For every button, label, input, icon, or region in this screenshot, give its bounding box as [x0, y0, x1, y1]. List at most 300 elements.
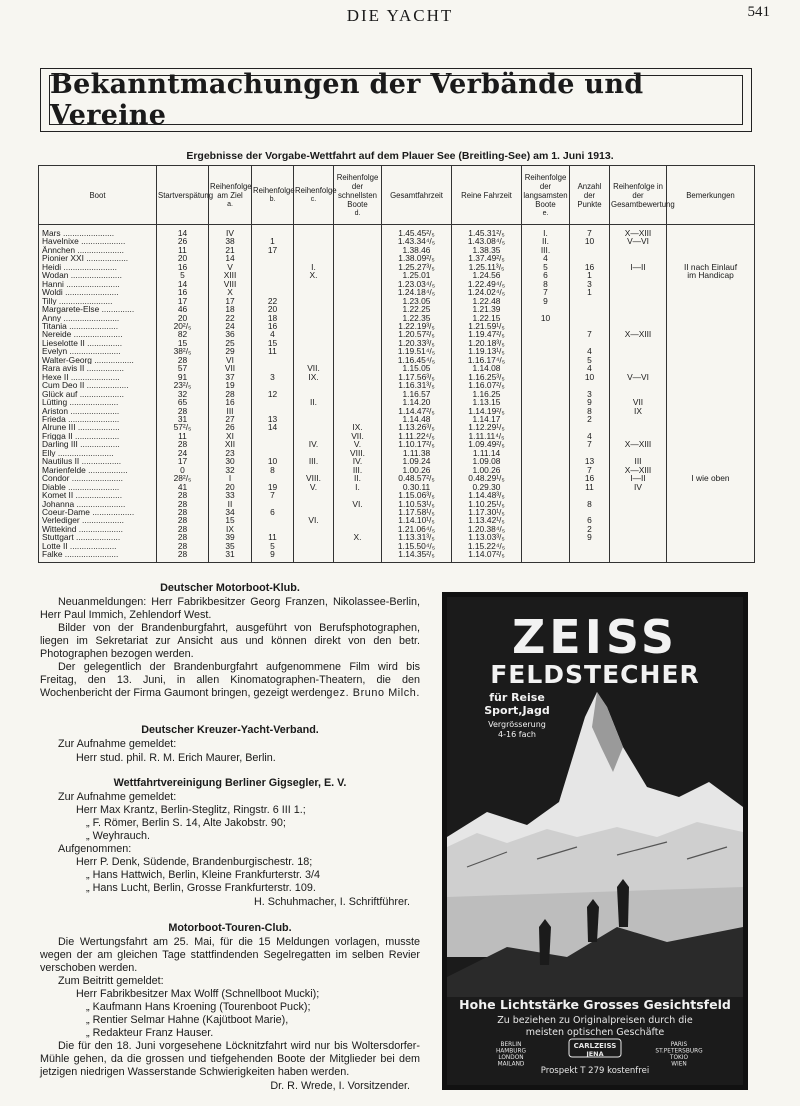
- table-row: [39, 373, 755, 381]
- table-cell: [667, 466, 755, 474]
- gigsegler-l8: „ Hans Lucht, Berlin, Grosse Frankfurterstr. 109.: [86, 882, 316, 894]
- table-cell: 6: [570, 516, 610, 524]
- boat-name-cell: Johanna .....................: [39, 500, 157, 508]
- table-cell: 8: [252, 466, 294, 474]
- table-cell: [570, 322, 610, 330]
- table-row: [39, 254, 755, 262]
- table-cell: [667, 440, 755, 448]
- table-cell: [667, 423, 755, 431]
- table-cell: [522, 398, 570, 406]
- table-cell: 1.21.59¹/₅: [452, 322, 522, 330]
- table-cell: 1.11.14: [452, 449, 522, 457]
- boat-name-cell: Tilly .......................: [39, 297, 157, 305]
- table-cell: [610, 322, 667, 330]
- table-cell: 20: [157, 254, 209, 262]
- table-cell: [667, 542, 755, 550]
- table-cell: [667, 356, 755, 364]
- table-cell: [252, 225, 294, 238]
- table-cell: 4: [570, 347, 610, 355]
- gigsegler-l4: „ Weyhrauch.: [86, 830, 151, 842]
- table-cell: 1.22.25: [382, 305, 452, 313]
- table-cell: 22: [209, 314, 252, 322]
- table-cell: [610, 432, 667, 440]
- table-cell: 1.15.05: [382, 364, 452, 372]
- table-cell: 9: [570, 398, 610, 406]
- table-cell: 14: [252, 423, 294, 431]
- boat-name-cell: Frigga II ...................: [39, 432, 157, 440]
- table-cell: [522, 423, 570, 431]
- table-row: [39, 271, 755, 279]
- table-cell: [570, 297, 610, 305]
- table-cell: [610, 533, 667, 541]
- table-cell: [294, 330, 334, 338]
- boat-name-cell: Pionier XXI ..................: [39, 254, 157, 262]
- table-cell: [610, 491, 667, 499]
- table-cell: 15: [252, 339, 294, 347]
- table-cell: IX.: [334, 423, 382, 431]
- table-cell: XII: [209, 440, 252, 448]
- table-cell: 2: [570, 415, 610, 423]
- table-row: [39, 322, 755, 330]
- table-row: [39, 542, 755, 550]
- table-cell: [522, 415, 570, 423]
- boat-name-cell: Wodan ......................: [39, 271, 157, 279]
- column-label: Anzahl der Punkte: [577, 181, 602, 209]
- table-cell: [294, 542, 334, 550]
- table-cell: [334, 407, 382, 415]
- table-cell: 7: [570, 330, 610, 338]
- table-cell: [522, 373, 570, 381]
- page-number: 541: [747, 4, 770, 20]
- table-cell: 10: [570, 237, 610, 245]
- table-cell: [667, 280, 755, 288]
- table-cell: [334, 339, 382, 347]
- table-cell: [522, 491, 570, 499]
- table-cell: [610, 288, 667, 296]
- table-cell: 19: [252, 483, 294, 491]
- table-cell: [294, 347, 334, 355]
- table-row: [39, 550, 755, 562]
- table-cell: 5: [570, 356, 610, 364]
- table-cell: 16: [157, 263, 209, 271]
- table-cell: [294, 500, 334, 508]
- column-label: Reihenfolge am Ziel: [210, 181, 252, 200]
- table-cell: I.: [294, 263, 334, 271]
- table-cell: 16: [570, 263, 610, 271]
- table-cell: 32: [209, 466, 252, 474]
- table-cell: [294, 237, 334, 245]
- table-row: [39, 339, 755, 347]
- gigsegler-l7: „ Hans Hattwich, Berlin, Kleine Frankfurterstr. 3/4: [86, 869, 321, 881]
- touren-club-l2: Herr Fabrikbesitzer Max Wolff (Schnellboot Mucki);: [76, 988, 320, 1000]
- table-cell: [252, 525, 294, 533]
- table-cell: I—II: [610, 263, 667, 271]
- table-cell: [334, 491, 382, 499]
- table-cell: 1.14.47²/₅: [382, 407, 452, 415]
- advert-tagline: Hohe Lichtstärke Grosses Gesichtsfeld: [459, 997, 731, 1012]
- table-cell: [610, 508, 667, 516]
- table-cell: [522, 305, 570, 313]
- table-cell: 1.22.35: [382, 314, 452, 322]
- motorboot-klub-signature: gez. Bruno Milch.: [326, 687, 420, 699]
- table-cell: [610, 550, 667, 562]
- table-cell: IX.: [294, 373, 334, 381]
- table-cell: 29: [209, 347, 252, 355]
- table-cell: 57²/₅: [157, 423, 209, 431]
- table-cell: [667, 381, 755, 389]
- table-row: [39, 457, 755, 465]
- table-cell: 11: [570, 483, 610, 491]
- table-cell: X: [209, 288, 252, 296]
- table-cell: 6: [522, 271, 570, 279]
- table-cell: [667, 297, 755, 305]
- table-row: [39, 305, 755, 313]
- boat-name-cell: Wittekind ...................: [39, 525, 157, 533]
- boat-name-cell: Rara avis II ................: [39, 364, 157, 372]
- gigsegler-l2: Herr Max Krantz, Berlin-Steglitz, Ringstr. 6 III 1.;: [76, 804, 306, 816]
- table-cell: 11: [252, 533, 294, 541]
- table-cell: 1.10.25¹/₅: [452, 500, 522, 508]
- table-cell: V.: [334, 440, 382, 448]
- table-cell: 13: [570, 457, 610, 465]
- table-cell: 1.24.18⁴/₅: [382, 288, 452, 296]
- table-cell: [294, 322, 334, 330]
- table-cell: 15: [157, 339, 209, 347]
- table-cell: II.: [334, 474, 382, 482]
- table-cell: 1.12.29¹/₅: [452, 423, 522, 431]
- section-banner: [40, 68, 752, 132]
- table-cell: 28: [157, 440, 209, 448]
- table-cell: 1.43.34⁴/₅: [382, 237, 452, 245]
- table-row: [39, 440, 755, 448]
- table-row: [39, 474, 755, 482]
- table-cell: [522, 381, 570, 389]
- table-cell: II nach Einlauf: [667, 263, 755, 271]
- table-cell: 1.16.25: [452, 390, 522, 398]
- column-label: Reihenfolge der langsamsten Boote: [523, 172, 568, 209]
- table-cell: [667, 525, 755, 533]
- table-cell: [667, 390, 755, 398]
- table-cell: III.: [294, 457, 334, 465]
- table-row: [39, 432, 755, 440]
- table-cell: [570, 508, 610, 516]
- table-cell: [252, 280, 294, 288]
- boat-name-cell: Cum Deo II ..................: [39, 381, 157, 389]
- table-cell: [570, 542, 610, 550]
- table-cell: III.: [334, 466, 382, 474]
- table-cell: 38: [209, 237, 252, 245]
- table-cell: 1.15.50⁴/₅: [382, 542, 452, 550]
- table-cell: 1.14.10¹/₅: [382, 516, 452, 524]
- running-head: DIE YACHT: [346, 6, 454, 25]
- table-cell: [610, 364, 667, 372]
- table-cell: 34: [209, 508, 252, 516]
- table-cell: 1.09.24: [382, 457, 452, 465]
- table-cell: X—XIII: [610, 440, 667, 448]
- table-cell: [334, 288, 382, 296]
- table-cell: [610, 297, 667, 305]
- table-cell: [522, 533, 570, 541]
- table-cell: [252, 364, 294, 372]
- table-cell: 1: [252, 237, 294, 245]
- boat-name-cell: Alrune III ..................: [39, 423, 157, 431]
- boat-name-cell: Margarete-Else ..............: [39, 305, 157, 313]
- touren-club-l4: „ Rentier Selmar Hahne (Kajütboot Marie),: [86, 1014, 289, 1026]
- table-cell: [570, 305, 610, 313]
- table-cell: [667, 322, 755, 330]
- table-cell: [252, 449, 294, 457]
- table-cell: 24: [209, 322, 252, 330]
- table-row: [39, 297, 755, 305]
- table-cell: [334, 373, 382, 381]
- column-label: Reine Fahrzeit: [461, 190, 512, 200]
- table-cell: [667, 415, 755, 423]
- heading-gigsegler: Wettfahrtvereinigung Berliner Gigsegler, E. V.: [113, 777, 347, 789]
- table-cell: IX: [610, 407, 667, 415]
- column-header-8: [522, 166, 570, 225]
- column-label: Gesamtfahrzeit: [390, 190, 443, 200]
- table-cell: 1.37.49²/₅: [452, 254, 522, 262]
- table-cell: [667, 339, 755, 347]
- table-cell: [294, 288, 334, 296]
- table-cell: [252, 440, 294, 448]
- table-cell: [610, 280, 667, 288]
- boat-name-cell: Walter-Georg .................: [39, 356, 157, 364]
- table-cell: 0.29.30: [452, 483, 522, 491]
- table-cell: [570, 246, 610, 254]
- table-cell: 26: [157, 237, 209, 245]
- table-cell: [667, 246, 755, 254]
- table-cell: [334, 381, 382, 389]
- table-cell: [570, 254, 610, 262]
- table-cell: 57: [157, 364, 209, 372]
- table-cell: [334, 305, 382, 313]
- table-cell: [334, 330, 382, 338]
- table-cell: 8: [570, 407, 610, 415]
- table-cell: [334, 263, 382, 271]
- gigsegler-signature: H. Schuhmacher, I. Schriftführer.: [253, 896, 410, 908]
- table-cell: [610, 381, 667, 389]
- table-cell: [294, 297, 334, 305]
- table-cell: 17: [209, 297, 252, 305]
- table-cell: 1.14.07²/₅: [452, 550, 522, 562]
- table-row: [39, 423, 755, 431]
- table-cell: im Handicap: [667, 271, 755, 279]
- table-cell: [334, 237, 382, 245]
- table-cell: 1.23.03⁴/₅: [382, 280, 452, 288]
- table-cell: [294, 449, 334, 457]
- table-cell: 1.20.57²/₅: [382, 330, 452, 338]
- column-sub-label: e.: [542, 209, 549, 217]
- table-cell: [294, 339, 334, 347]
- table-cell: 1.22.48: [452, 297, 522, 305]
- table-cell: XI: [209, 432, 252, 440]
- table-row: [39, 508, 755, 516]
- table-cell: 3: [570, 280, 610, 288]
- table-cell: 1.13.42¹/₅: [452, 516, 522, 524]
- table-cell: [294, 491, 334, 499]
- table-cell: 1.22.15: [452, 314, 522, 322]
- table-cell: 1.38.09²/₅: [382, 254, 452, 262]
- table-cell: [252, 407, 294, 415]
- table-row: [39, 533, 755, 541]
- boat-name-cell: Lütting .....................: [39, 398, 157, 406]
- table-cell: [522, 347, 570, 355]
- banner-frame: [49, 69, 743, 131]
- table-cell: 35: [209, 542, 252, 550]
- table-cell: 1.21.39: [452, 305, 522, 313]
- table-cell: 12: [252, 390, 294, 398]
- table-cell: 28: [157, 508, 209, 516]
- table-cell: II.: [294, 398, 334, 406]
- climber-figure: [617, 879, 629, 927]
- table-cell: 28: [157, 356, 209, 364]
- boat-name-cell: Glück auf ...................: [39, 390, 157, 398]
- table-row: [39, 263, 755, 271]
- column-sub-label: a.: [227, 200, 233, 208]
- boat-name-cell: Elly ........................: [39, 449, 157, 457]
- table-cell: [570, 381, 610, 389]
- table-cell: VII: [209, 364, 252, 372]
- kreuzer-yacht-l2: Herr stud. phil. R. M. Erich Maurer, Berlin.: [76, 752, 276, 764]
- table-cell: 1.00.26: [452, 466, 522, 474]
- table-cell: I.: [334, 483, 382, 491]
- table-cell: [570, 314, 610, 322]
- table-cell: 1.23.05: [382, 297, 452, 305]
- table-cell: [667, 237, 755, 245]
- table-cell: [667, 373, 755, 381]
- table-cell: [522, 330, 570, 338]
- table-cell: 7: [570, 225, 610, 238]
- table-cell: 7: [252, 491, 294, 499]
- table-cell: 6: [252, 508, 294, 516]
- table-cell: 1.13.03³/₅: [452, 533, 522, 541]
- table-cell: V—VI: [610, 373, 667, 381]
- boat-name-cell: Condor ......................: [39, 474, 157, 482]
- table-cell: [294, 423, 334, 431]
- table-cell: 16: [570, 474, 610, 482]
- advert-sub-2: meisten optischen Geschäfte: [525, 1027, 665, 1038]
- table-cell: VII.: [294, 364, 334, 372]
- table-cell: II: [209, 500, 252, 508]
- table-cell: 0.30.11: [382, 483, 452, 491]
- table-cell: [334, 550, 382, 562]
- table-cell: 1.14.19²/₅: [452, 407, 522, 415]
- table-cell: IV: [209, 225, 252, 238]
- table-row: [39, 381, 755, 389]
- table-cell: 1.22.49⁴/₅: [452, 280, 522, 288]
- table-row: [39, 347, 755, 355]
- boat-name-cell: Woldi .......................: [39, 288, 157, 296]
- table-cell: 22: [252, 297, 294, 305]
- table-cell: 1.24.02⁴/₅: [452, 288, 522, 296]
- table-cell: 9: [252, 550, 294, 562]
- table-cell: 17: [157, 297, 209, 305]
- gigsegler-l3: „ F. Römer, Berlin S. 14, Alte Jakobstr. 90;: [86, 817, 286, 829]
- table-cell: [667, 533, 755, 541]
- table-cell: [522, 356, 570, 364]
- boat-name-cell: Mars ......................: [39, 225, 157, 238]
- table-cell: 27: [209, 415, 252, 423]
- boat-name-cell: Coeur-Dame ..................: [39, 508, 157, 516]
- table-cell: [522, 466, 570, 474]
- table-cell: [570, 339, 610, 347]
- table-cell: 1.15.06³/₅: [382, 491, 452, 499]
- table-cell: [522, 508, 570, 516]
- banner-title: Bekanntmachungen der Verbände und Vereine: [50, 69, 644, 131]
- boat-name-cell: Stuttgart ...................: [39, 533, 157, 541]
- table-cell: X—XIII: [610, 330, 667, 338]
- table-row: [39, 398, 755, 406]
- table-cell: [522, 432, 570, 440]
- table-cell: 18: [209, 305, 252, 313]
- advert-zoom-1: Vergrösserung: [488, 720, 546, 729]
- table-cell: 28: [157, 407, 209, 415]
- table-row: [39, 516, 755, 524]
- column-header-7: [452, 166, 522, 225]
- table-cell: [334, 347, 382, 355]
- table-cell: [610, 415, 667, 423]
- table-cell: [667, 254, 755, 262]
- table-cell: [570, 449, 610, 457]
- table-cell: III: [209, 407, 252, 415]
- table-cell: [667, 314, 755, 322]
- table-cell: 31: [209, 550, 252, 562]
- table-row: [39, 407, 755, 415]
- table-cell: X—XIII: [610, 225, 667, 238]
- table-cell: 11: [252, 347, 294, 355]
- boat-name-cell: Hanni .......................: [39, 280, 157, 288]
- table-cell: 1.09.49²/₅: [452, 440, 522, 448]
- table-cell: [522, 339, 570, 347]
- motorboot-klub-p2: Bilder von der Brandenburgfahrt, ausgeführt von Berufsphotographen, liegen im Sekretariat zur Ansicht aus und können direkt von den betr. Photographen bezogen werden.: [40, 622, 420, 661]
- table-cell: 28²/₅: [157, 474, 209, 482]
- table-cell: 15: [209, 516, 252, 524]
- table-cell: V—VI: [610, 237, 667, 245]
- touren-club-l1: Zum Beitritt gemeldet:: [58, 975, 164, 987]
- table-row: [39, 237, 755, 245]
- table-cell: [610, 542, 667, 550]
- table-cell: 28: [157, 491, 209, 499]
- zeiss-advert: [442, 592, 748, 1090]
- table-cell: [294, 415, 334, 423]
- table-row: [39, 225, 755, 238]
- table-cell: 25: [209, 339, 252, 347]
- table-cell: VI.: [334, 500, 382, 508]
- table-cell: 1.14.35²/₅: [382, 550, 452, 562]
- table-cell: [667, 508, 755, 516]
- table-cell: IV.: [334, 457, 382, 465]
- table-cell: 28: [209, 390, 252, 398]
- table-row: [39, 491, 755, 499]
- table-cell: [522, 364, 570, 372]
- table-cell: [252, 398, 294, 406]
- table-cell: 14: [209, 254, 252, 262]
- table-cell: [570, 491, 610, 499]
- table-cell: [252, 288, 294, 296]
- table-cell: [522, 550, 570, 562]
- table-cell: 4: [522, 254, 570, 262]
- table-cell: [610, 449, 667, 457]
- table-cell: 11: [157, 246, 209, 254]
- table-cell: 1.25.27³/₅: [382, 263, 452, 271]
- heading-motorboot-klub: Deutscher Motorboot-Klub.: [160, 582, 300, 594]
- logo-bottom: JENA: [586, 1050, 604, 1058]
- column-label: Reihenfolge in der Gesamtbewertung: [611, 181, 675, 209]
- table-cell: 1.17.30¹/₅: [452, 508, 522, 516]
- table-cell: [294, 305, 334, 313]
- table-cell: 1.11.38: [382, 449, 452, 457]
